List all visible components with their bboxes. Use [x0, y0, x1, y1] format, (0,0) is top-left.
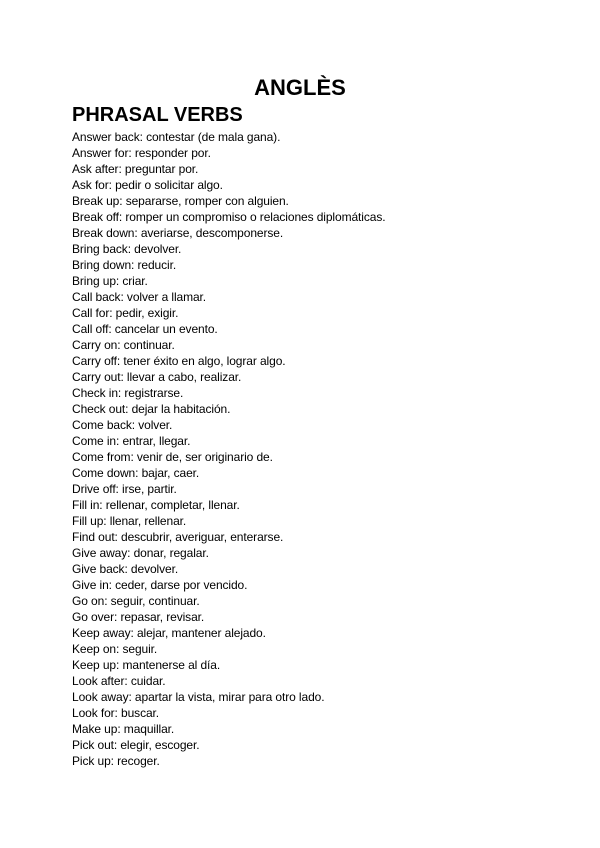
- list-item: Carry out: llevar a cabo, realizar.: [72, 370, 242, 384]
- list-item: Give in: ceder, darse por vencido.: [72, 578, 248, 592]
- list-item: Fill up: llenar, rellenar.: [72, 514, 187, 528]
- list-item: Come from: venir de, ser originario de.: [72, 450, 273, 464]
- list-item: Keep away: alejar, mantener alejado.: [72, 626, 266, 640]
- list-item: Ask for: pedir o solicitar algo.: [72, 178, 223, 192]
- list-item: Pick up: recoger.: [72, 754, 160, 768]
- list-item: Bring back: devolver.: [72, 242, 182, 256]
- list-item: Look after: cuidar.: [72, 674, 166, 688]
- list-item: Find out: descubrir, averiguar, enterarse.: [72, 530, 284, 544]
- list-item: Pick out: elegir, escoger.: [72, 738, 200, 752]
- list-item: Call for: pedir, exigir.: [72, 306, 179, 320]
- list-item: Drive off: irse, partir.: [72, 482, 177, 496]
- list-item: Answer back: contestar (de mala gana).: [72, 130, 281, 144]
- list-item: Go on: seguir, continuar.: [72, 594, 200, 608]
- list-item: Break down: averiarse, descomponerse.: [72, 226, 284, 240]
- list-item: Go over: repasar, revisar.: [72, 610, 205, 624]
- list-item: Break up: separarse, romper con alguien.: [72, 194, 289, 208]
- list-item: Look for: buscar.: [72, 706, 160, 720]
- list-item: Carry off: tener éxito en algo, lograr algo.: [72, 354, 286, 368]
- phrasal-verb-list: [72, 129, 385, 769]
- list-item: Break off: romper un compromiso o relaciones diplomáticas.: [72, 210, 386, 224]
- list-item: Keep up: mantenerse al día.: [72, 658, 221, 672]
- list-item: Give back: devolver.: [72, 562, 179, 576]
- list-item: Come back: volver.: [72, 418, 173, 432]
- list-item: Call off: cancelar un evento.: [72, 322, 218, 336]
- list-item: Bring down: reducir.: [72, 258, 177, 272]
- list-item: Bring up: criar.: [72, 274, 148, 288]
- document-title: ANGLÈS: [254, 75, 346, 100]
- list-item: Call back: volver a llamar.: [72, 290, 207, 304]
- list-item: Carry on: continuar.: [72, 338, 175, 352]
- list-item: Check out: dejar la habitación.: [72, 402, 231, 416]
- list-item: Give away: donar, regalar.: [72, 546, 209, 560]
- list-item: Come down: bajar, caer.: [72, 466, 200, 480]
- list-item: Answer for: responder por.: [72, 146, 211, 160]
- list-item: Fill in: rellenar, completar, llenar.: [72, 498, 240, 512]
- list-item: Come in: entrar, llegar.: [72, 434, 191, 448]
- list-item: Make up: maquillar.: [72, 722, 175, 736]
- section-title: PHRASAL VERBS: [72, 104, 243, 126]
- list-item: Ask after: preguntar por.: [72, 162, 199, 176]
- list-item: Check in: registrarse.: [72, 386, 184, 400]
- list-item: Keep on: seguir.: [72, 642, 158, 656]
- list-item: Look away: apartar la vista, mirar para otro lado.: [72, 690, 325, 704]
